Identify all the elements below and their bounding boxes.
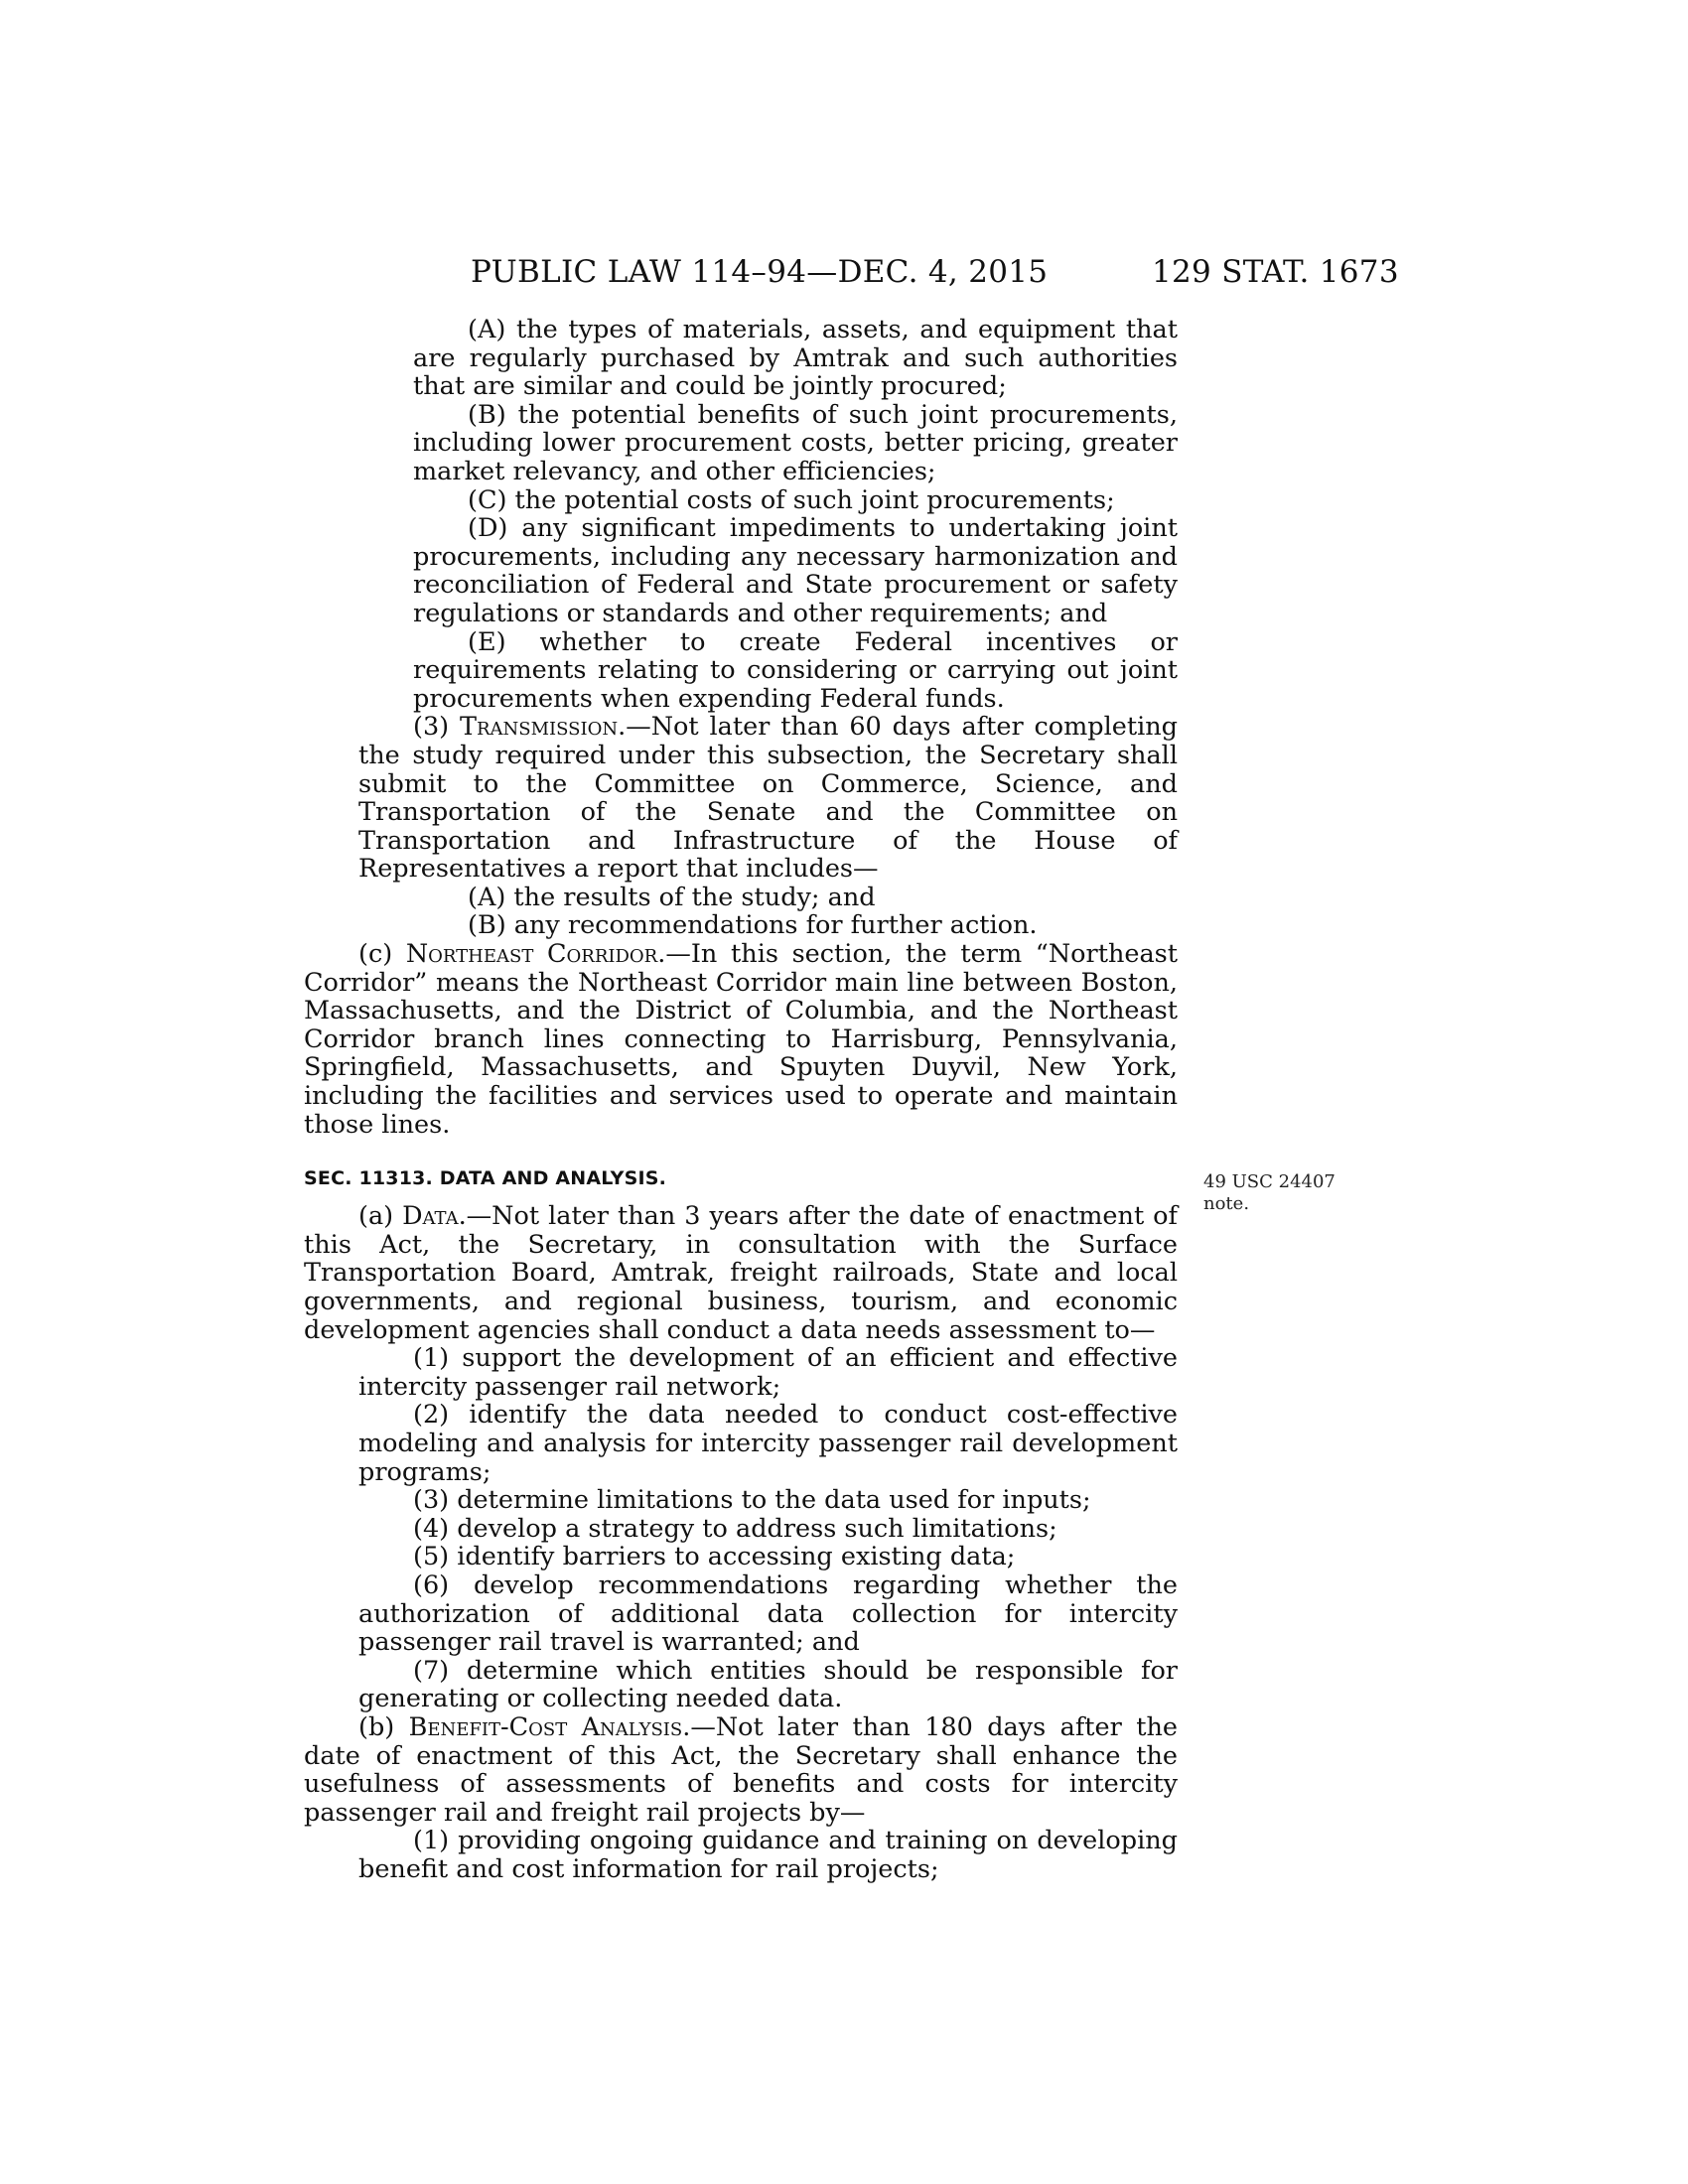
paragraph-text: .—Not later than 60 days after completing the study required under this subsection, the Secretary shall submit to the Committee on Commerce, Science, and Transportation of the Senate and the Committee on Transportation and Infrastructure of the House of Representatives a report that includes— [358, 712, 1178, 885]
paragraph-a7: (7) determine which entities should be responsible for generating or collecting needed data. [358, 1655, 1178, 1714]
paragraph-b1: (1) providing ongoing guidance and training on developing benefit and cost information for rail projects; [358, 1826, 1178, 1884]
paragraph-3B: (B) any recommendations for further action. [468, 910, 1038, 941]
subsection-c-northeast-corridor [304, 940, 1178, 1139]
paragraph-label: (b) [358, 1711, 409, 1742]
statute-citation: 129 STAT. 1673 [1152, 254, 1399, 290]
subsection-a-data [304, 1202, 1178, 1344]
paragraph-3A: (A) the results of the study; and [468, 882, 876, 912]
paragraph-a4: (4) develop a strategy to address such limitations; [413, 1513, 1057, 1544]
paragraph-2D: (D) any significant impediments to undertaking joint procurements, including any necessary harmonization and reconciliation of Federal and State procurement or safety regulations or standards and other requirements; and [413, 513, 1178, 628]
paragraph-text: .—Not later than 180 days after the date of enactment of this Act, the Secretary shall enhance the usefulness of assessments of benefits and costs for intercity passenger rail and freight rail projects by— [304, 1711, 1178, 1828]
paragraph-text: .—Not later than 3 years after the date of enactment of this Act, the Secretary, in consultation with the Surface Transportation Board, Amtrak, freight railroads, State and local governments, and regional business, tourism, and economic development agencies shall conduct a data needs assessment to— [304, 1201, 1178, 1345]
paragraph-a5: (5) identify barriers to accessing existing data; [413, 1542, 1016, 1572]
paragraph-3-transmission [304, 713, 1178, 884]
paragraph-2C: (C) the potential costs of such joint procurements; [468, 484, 1115, 515]
paragraph-2B: (B) the potential benefits of such joint procurements, including lower procurement costs, better pricing, greater market relevancy, and other efficiencies; [413, 399, 1178, 486]
subsection-b-benefit-cost-analysis [304, 1713, 1178, 1827]
law-title: PUBLIC LAW 114–94—DEC. 4, 2015 [471, 254, 1049, 290]
paragraph-label: (3) [413, 712, 460, 743]
paragraph-a1: (1) support the development of an efficient and effective intercity passenger rail network; [358, 1343, 1178, 1402]
section-heading: SEC. 11313. DATA AND ANALYSIS. [304, 1167, 667, 1190]
paragraph-text: .—In this section, the term “Northeast Corridor” means the Northeast Corridor main line between Boston, Massachusetts, and the District of Columbia, and the Northeast Corridor branch lines connecting to Harrisburg, Pennsylvania, Springfield, Massachusetts, and Spuyten Duyvil, New York, including the facilities and services used to operate and maintain those lines. [304, 939, 1178, 1140]
paragraph-a3: (3) determine limitations to the data used for inputs; [413, 1485, 1091, 1516]
paragraph-label: (a) [358, 1201, 403, 1232]
paragraph-heading: Transmission [459, 712, 619, 743]
document-body [304, 316, 1178, 1883]
page-header [471, 252, 1399, 292]
paragraph-2A: (A) the types of materials, assets, and equipment that are regularly purchased by Amtrak and such authorities that are similar and could be jointly procured; [413, 315, 1178, 402]
paragraph-heading: Northeast Corridor [405, 939, 658, 970]
margin-note: 49 USC 24407 note. [1203, 1171, 1336, 1214]
paragraph-a6: (6) develop recommendations regarding whether the authorization of additional data collection for intercity passenger rail travel is warranted; and [358, 1570, 1178, 1658]
paragraph-a2: (2) identify the data needed to conduct cost-effective modeling and analysis for intercity passenger rail development programs; [358, 1400, 1178, 1487]
paragraph-heading: Data [402, 1201, 459, 1232]
paragraph-heading: Benefit-Cost Analysis [408, 1711, 683, 1742]
paragraph-2E: (E) whether to create Federal incentives or requirements relating to considering or carrying out joint procurements when expending Federal funds. [413, 626, 1178, 714]
paragraph-label: (c) [358, 939, 406, 970]
